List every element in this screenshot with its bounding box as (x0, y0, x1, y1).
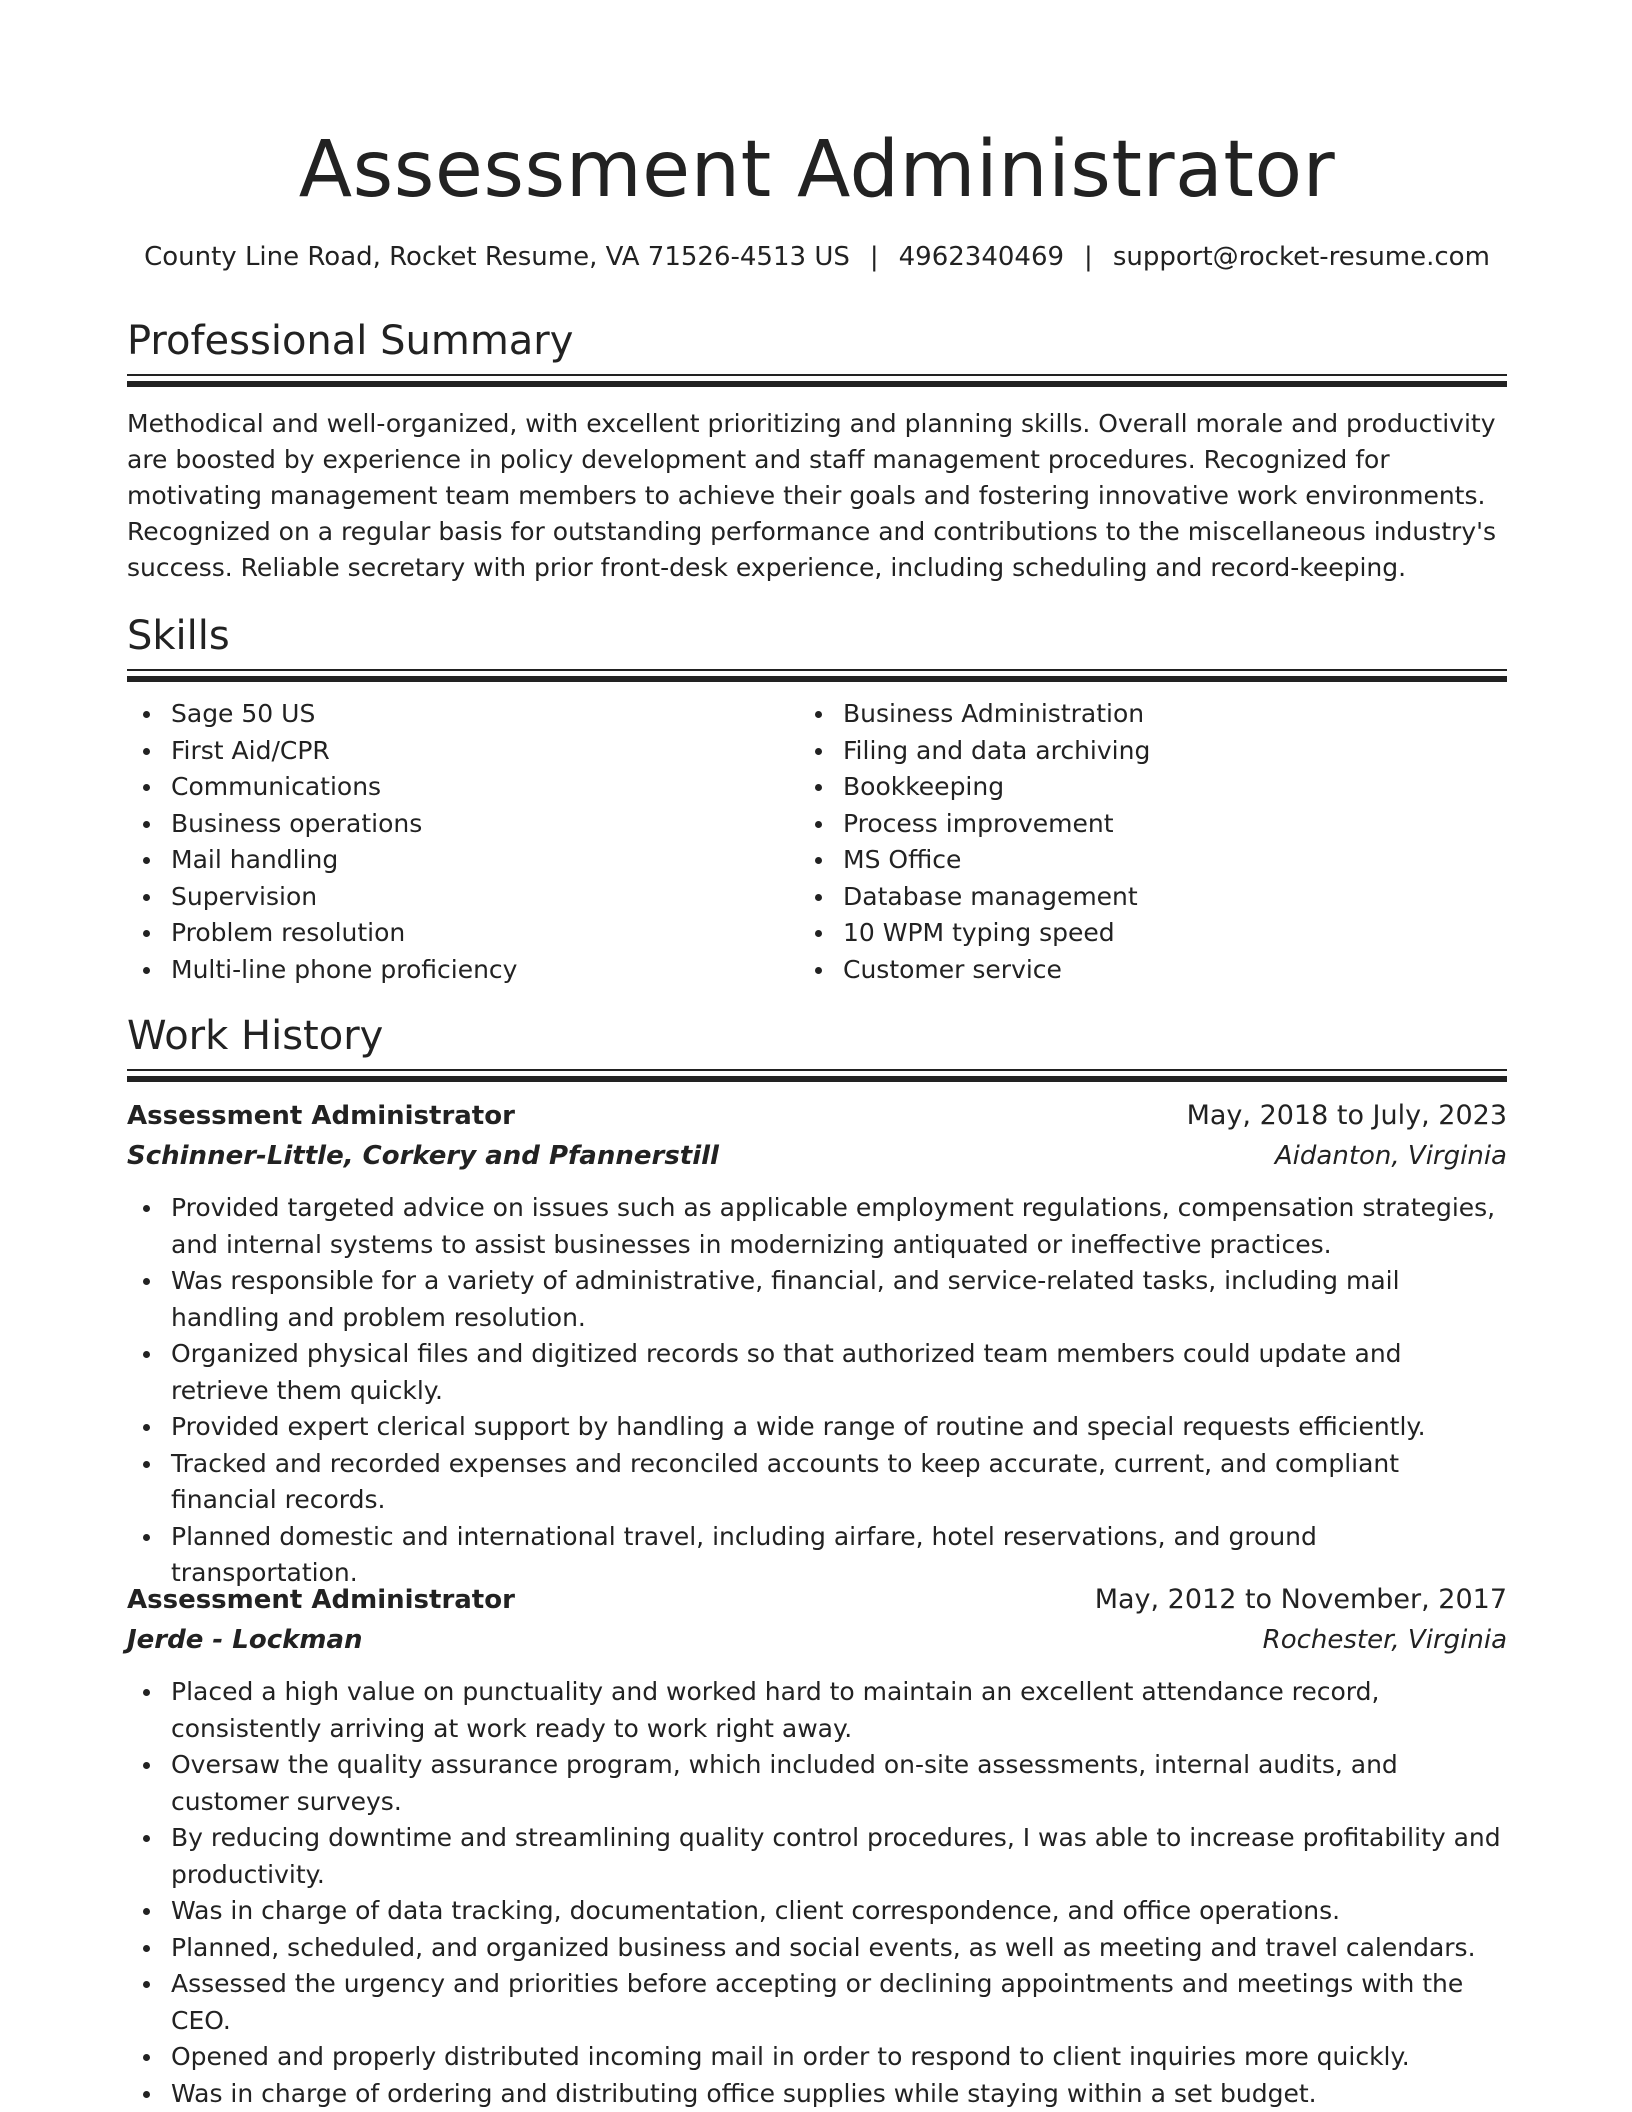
skill-item: First Aid/CPR (127, 733, 807, 770)
job-bullet: By reducing downtime and streamlining quality control procedures, I was able to increase profitability and productivity. (127, 1820, 1507, 1893)
job-bullet: Tracked and recorded expenses and reconciled accounts to keep accurate, current, and compliant financial records. (127, 1446, 1507, 1519)
summary-text: Methodical and well-organized, with excellent prioritizing and planning skills. Overall morale and productivity are boosted by experience in policy development and staff management procedures. Recognized for motivating management team members to achieve their goals and fostering innovative work environments. Recognized on a regular basis for outstanding performance and contributions to the miscellaneous industry's success. Reliable secretary with prior front-desk experience, including scheduling and record-keeping. (127, 409, 1497, 582)
job-company: Schinner-Little, Corkery and Pfannerstill (127, 1141, 719, 1171)
job-bullet: Planned domestic and international travel, including airfare, hotel reservations, and ground transportation. (127, 1519, 1507, 1592)
job-bullet: Provided targeted advice on issues such as applicable employment regulations, compensation strategies, and internal systems to assist businesses in modernizing antiquated or ineffective practices. (127, 1190, 1507, 1263)
job-bullet: Opened and properly distributed incoming mail in order to respond to client inquiries more quickly. (127, 2039, 1507, 2076)
contact-address: County Line Road, Rocket Resume, VA 71526-4513 US (144, 242, 850, 272)
section-title-skills: Skills (127, 613, 230, 659)
job-bullet: Planned, scheduled, and organized business and social events, as well as meeting and travel calendars. (127, 1930, 1507, 1967)
job-bullet: Placed a high value on punctuality and worked hard to maintain an excellent attendance record, consistently arriving at work ready to work right away. (127, 1674, 1507, 1747)
skills-list-left (127, 696, 807, 988)
skill-item: Filing and data archiving (799, 733, 1479, 770)
skill-item: Business Administration (799, 696, 1479, 733)
job-location: Rochester, Virginia (1262, 1625, 1507, 1655)
job-bullet: Oversaw the quality assurance program, which included on-site assessments, internal audits, and customer surveys. (127, 1747, 1507, 1820)
skill-item: Bookkeeping (799, 769, 1479, 806)
contact-email[interactable]: support@rocket-resume.com (1112, 242, 1490, 272)
job-bullets (127, 1674, 1507, 2112)
skill-item: Sage 50 US (127, 696, 807, 733)
job-bullet: Was in charge of ordering and distributing office supplies while staying within a set budget. (127, 2076, 1507, 2112)
skill-item: Multi-line phone proficiency (127, 952, 807, 989)
contact-separator: | (1084, 242, 1093, 272)
section-divider (127, 1069, 1507, 1082)
contact-line (127, 240, 1507, 274)
skill-item: Business operations (127, 806, 807, 843)
job-dates: May, 2012 to November, 2017 (1094, 1584, 1507, 1615)
job-bullet: Was in charge of data tracking, documentation, client correspondence, and office operations. (127, 1893, 1507, 1930)
skill-item: 10 WPM typing speed (799, 915, 1479, 952)
contact-phone: 4962340469 (898, 242, 1065, 272)
candidate-name: Assessment Administrator (298, 125, 1336, 215)
job-title: Assessment Administrator (127, 1585, 515, 1615)
skill-item: Process improvement (799, 806, 1479, 843)
section-title-summary: Professional Summary (127, 318, 574, 364)
skill-item: Database management (799, 879, 1479, 916)
job-bullet: Assessed the urgency and priorities before accepting or declining appointments and meetings with the CEO. (127, 1966, 1507, 2039)
section-divider (127, 669, 1507, 682)
job-title: Assessment Administrator (127, 1101, 515, 1131)
job-header (127, 1099, 1507, 1179)
skill-item: Communications (127, 769, 807, 806)
job-location: Aidanton, Virginia (1274, 1141, 1507, 1171)
job-company: Jerde - Lockman (127, 1625, 363, 1655)
job-header (127, 1583, 1507, 1663)
skill-item: Supervision (127, 879, 807, 916)
skill-item: Problem resolution (127, 915, 807, 952)
skill-item: MS Office (799, 842, 1479, 879)
job-bullet: Was responsible for a variety of administrative, financial, and service-related tasks, including mail handling and problem resolution. (127, 1263, 1507, 1336)
skill-item: Customer service (799, 952, 1479, 989)
job-bullet: Organized physical files and digitized records so that authorized team members could update and retrieve them quickly. (127, 1336, 1507, 1409)
job-dates: May, 2018 to July, 2023 (1186, 1100, 1507, 1131)
skill-item: Mail handling (127, 842, 807, 879)
section-title-work-history: Work History (127, 1013, 384, 1059)
skills-list-right (799, 696, 1479, 988)
job-bullets (127, 1190, 1507, 1592)
section-divider (127, 374, 1507, 387)
contact-separator: | (869, 242, 879, 272)
job-bullet: Provided expert clerical support by handling a wide range of routine and special requests efficiently. (127, 1409, 1507, 1446)
